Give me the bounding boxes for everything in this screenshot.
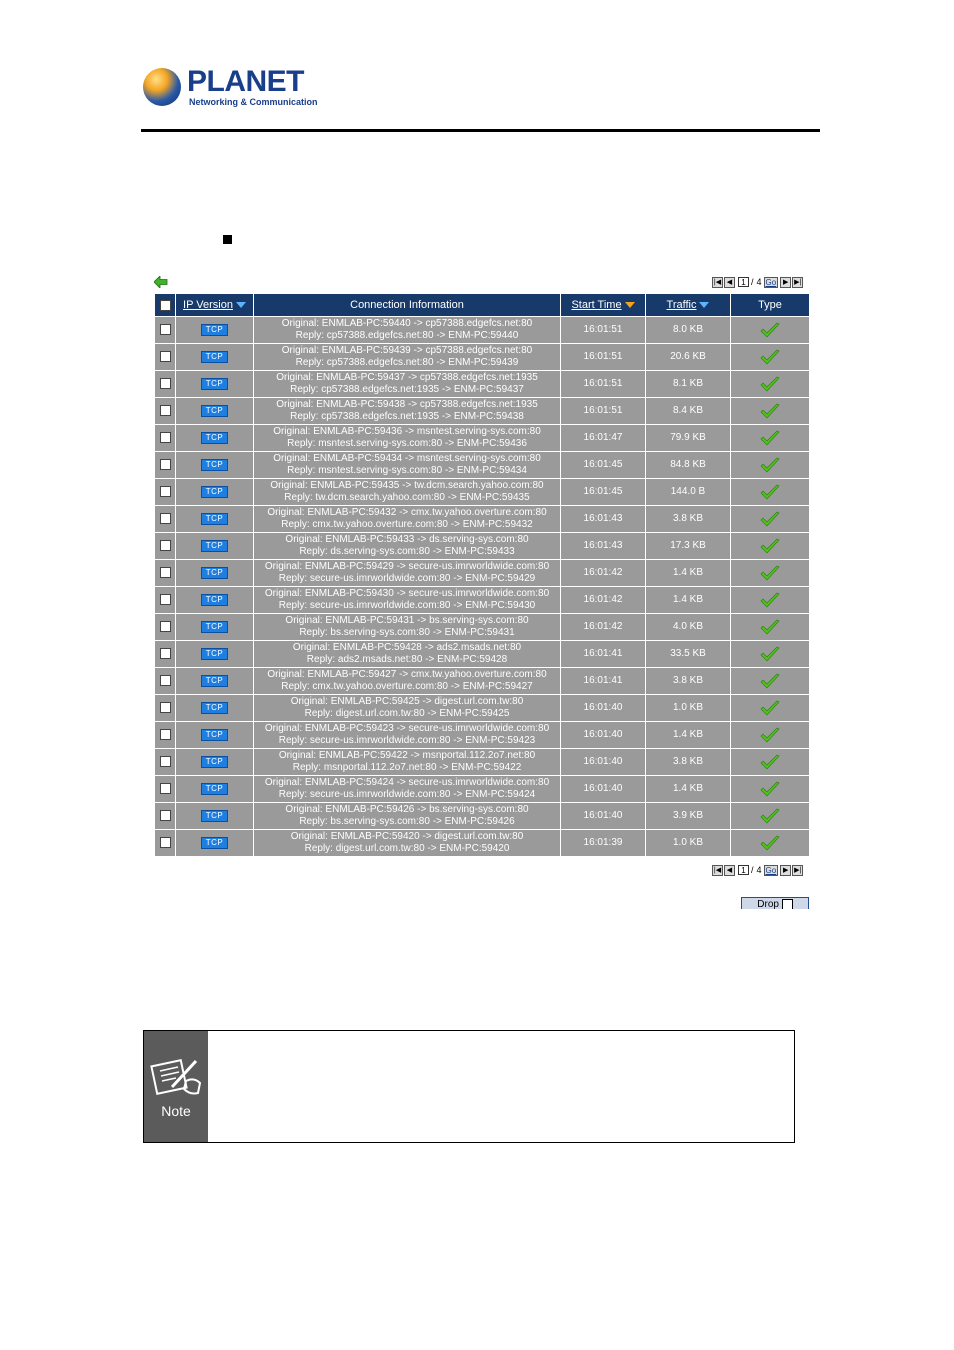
reply-connection: Reply: msntest.serving-sys.com:80 -> ENM-PC:59436 — [287, 438, 527, 449]
type-cell — [731, 506, 810, 533]
checkmark-icon — [760, 673, 780, 689]
table-row — [155, 776, 810, 803]
checkmark-icon — [760, 565, 780, 581]
tcp-badge: TCP — [201, 486, 229, 498]
connection-info-cell — [254, 479, 561, 506]
checkmark-icon — [760, 538, 780, 554]
ip-version-cell — [176, 452, 254, 479]
tcp-badge: TCP — [201, 351, 229, 363]
reply-connection: Reply: msntest.serving-sys.com:80 -> ENM-PC:59434 — [287, 465, 527, 476]
brand-name: PLANET — [187, 65, 304, 98]
reply-connection: Reply: ds.serving-sys.com:80 -> ENM-PC:59433 — [299, 546, 515, 557]
original-connection: Original: ENMLAB-PC:59438 -> cp57388.edgefcs.net:1935 — [276, 399, 538, 410]
ip-version-cell — [176, 695, 254, 722]
row-select-cell — [155, 830, 176, 857]
row-checkbox[interactable] — [160, 405, 171, 416]
start-time-cell: 16:01:43 — [561, 533, 646, 560]
start-time-cell: 16:01:51 — [561, 317, 646, 344]
original-connection: Original: ENMLAB-PC:59423 -> secure-us.imrworldwide.com:80 — [264, 723, 550, 734]
row-select-cell — [155, 533, 176, 560]
traffic-cell: 144.0 B — [646, 479, 731, 506]
connection-info-cell — [254, 641, 561, 668]
column-connection-info: Connection Information — [254, 294, 561, 317]
type-cell — [731, 560, 810, 587]
checkmark-icon — [760, 592, 780, 608]
row-checkbox[interactable] — [160, 378, 171, 389]
reply-connection: Reply: cp57388.edgefcs.net:1935 -> ENM-PC:59438 — [290, 411, 524, 422]
row-checkbox[interactable] — [160, 837, 171, 848]
checkmark-icon — [760, 484, 780, 500]
start-time-cell: 16:01:51 — [561, 371, 646, 398]
column-ip-version[interactable] — [176, 294, 254, 317]
tcp-badge: TCP — [201, 405, 229, 417]
start-time-cell: 16:01:40 — [561, 722, 646, 749]
original-connection: Original: ENMLAB-PC:59420 -> digest.url.com.tw:80 — [290, 831, 524, 842]
next-page-icon[interactable]: ▶ — [780, 277, 791, 288]
checkmark-icon — [760, 322, 780, 338]
reply-connection: Reply: secure-us.imrworldwide.com:80 -> ENM-PC:59424 — [278, 789, 536, 800]
checkmark-box-icon — [782, 899, 793, 909]
column-traffic[interactable] — [646, 294, 731, 317]
type-cell — [731, 722, 810, 749]
reply-connection: Reply: cmx.tw.yahoo.overture.com:80 -> ENM-PC:59427 — [281, 681, 533, 692]
reply-connection: Reply: secure-us.imrworldwide.com:80 -> ENM-PC:59423 — [278, 735, 536, 746]
connection-info-cell — [254, 506, 561, 533]
start-time-cell: 16:01:42 — [561, 587, 646, 614]
planet-logo — [143, 65, 318, 112]
checkmark-icon — [760, 808, 780, 824]
row-select-cell — [155, 398, 176, 425]
table-row — [155, 641, 810, 668]
reply-connection: Reply: cp57388.edgefcs.net:1935 -> ENM-PC:59437 — [290, 384, 524, 395]
reply-connection: Reply: cmx.tw.yahoo.overture.com:80 -> ENM-PC:59432 — [281, 519, 533, 530]
row-checkbox[interactable] — [160, 675, 171, 686]
original-connection: Original: ENMLAB-PC:59435 -> tw.dcm.search.yahoo.com:80 — [270, 480, 544, 491]
row-checkbox[interactable] — [160, 567, 171, 578]
row-select-cell — [155, 479, 176, 506]
header-divider — [141, 129, 820, 132]
traffic-cell: 33.5 KB — [646, 641, 731, 668]
table-row — [155, 668, 810, 695]
back-arrow-icon[interactable] — [154, 276, 168, 288]
original-connection: Original: ENMLAB-PC:59434 -> msntest.serving-sys.com:80 — [273, 453, 541, 464]
connection-info-cell — [254, 749, 561, 776]
type-cell — [731, 371, 810, 398]
row-select-cell — [155, 641, 176, 668]
row-select-cell — [155, 803, 176, 830]
drop-button[interactable] — [741, 897, 809, 909]
table-row — [155, 344, 810, 371]
row-checkbox[interactable] — [160, 486, 171, 497]
tcp-badge: TCP — [201, 702, 229, 714]
tcp-badge: TCP — [201, 783, 229, 795]
start-time-cell: 16:01:40 — [561, 776, 646, 803]
row-checkbox[interactable] — [160, 594, 171, 605]
type-cell — [731, 803, 810, 830]
pager-bottom — [712, 864, 804, 876]
sort-active-icon — [625, 302, 635, 308]
table-row — [155, 479, 810, 506]
traffic-cell: 4.0 KB — [646, 614, 731, 641]
original-connection: Original: ENMLAB-PC:59427 -> cmx.tw.yahoo.overture.com:80 — [267, 669, 547, 680]
column-type: Type — [731, 294, 810, 317]
row-checkbox[interactable] — [160, 648, 171, 659]
row-checkbox[interactable] — [160, 324, 171, 335]
checkmark-icon — [760, 781, 780, 797]
type-cell — [731, 479, 810, 506]
connection-info-cell — [254, 776, 561, 803]
ip-version-cell — [176, 749, 254, 776]
type-cell — [731, 425, 810, 452]
original-connection: Original: ENMLAB-PC:59424 -> secure-us.imrworldwide.com:80 — [264, 777, 550, 788]
brand-tagline: Networking & Communication — [189, 97, 318, 107]
ip-version-cell — [176, 722, 254, 749]
original-connection: Original: ENMLAB-PC:59433 -> ds.serving-sys.com:80 — [285, 534, 529, 545]
row-select-cell — [155, 668, 176, 695]
column-start-time[interactable] — [561, 294, 646, 317]
tcp-badge: TCP — [201, 459, 229, 471]
traffic-cell: 84.8 KB — [646, 452, 731, 479]
traffic-cell: 1.4 KB — [646, 587, 731, 614]
reply-connection: Reply: tw.dcm.search.yahoo.com:80 -> ENM-PC:59435 — [284, 492, 530, 503]
row-select-cell — [155, 614, 176, 641]
connection-info-cell — [254, 398, 561, 425]
start-time-cell: 16:01:40 — [561, 749, 646, 776]
ip-version-cell — [176, 776, 254, 803]
start-time-cell: 16:01:51 — [561, 398, 646, 425]
traffic-cell: 79.9 KB — [646, 425, 731, 452]
row-checkbox[interactable] — [160, 810, 171, 821]
tcp-badge: TCP — [201, 729, 229, 741]
row-checkbox[interactable] — [160, 351, 171, 362]
ip-version-cell — [176, 317, 254, 344]
table-row — [155, 506, 810, 533]
reply-connection: Reply: cp57388.edgefcs.net:80 -> ENM-PC:59440 — [295, 330, 519, 341]
table-row — [155, 695, 810, 722]
table-row — [155, 398, 810, 425]
checkmark-icon — [760, 457, 780, 473]
table-header-row — [155, 294, 810, 317]
select-all-header — [155, 294, 176, 317]
start-time-cell: 16:01:51 — [561, 344, 646, 371]
traffic-cell: 3.8 KB — [646, 506, 731, 533]
table-row — [155, 830, 810, 857]
traffic-cell: 1.0 KB — [646, 695, 731, 722]
traffic-cell: 1.4 KB — [646, 722, 731, 749]
type-cell — [731, 641, 810, 668]
original-connection: Original: ENMLAB-PC:59428 -> ads2.msads.net:80 — [292, 642, 522, 653]
row-select-cell — [155, 749, 176, 776]
table-row — [155, 803, 810, 830]
drop-button-label: Drop — [757, 899, 779, 909]
note-pencil-icon — [150, 1055, 204, 1099]
ip-version-cell — [176, 803, 254, 830]
start-time-cell: 16:01:42 — [561, 614, 646, 641]
table-row — [155, 533, 810, 560]
note-box — [143, 1030, 795, 1143]
reply-connection: Reply: msnportal.112.2o7.net:80 -> ENM-PC:59422 — [292, 762, 522, 773]
reply-connection: Reply: cp57388.edgefcs.net:80 -> ENM-PC:59439 — [295, 357, 519, 368]
traffic-cell: 17.3 KB — [646, 533, 731, 560]
table-row — [155, 560, 810, 587]
table-row — [155, 452, 810, 479]
original-connection: Original: ENMLAB-PC:59422 -> msnportal.112.2o7.net:80 — [278, 750, 536, 761]
page-total: 4 — [756, 865, 762, 875]
row-checkbox[interactable] — [160, 540, 171, 551]
connection-info-cell — [254, 803, 561, 830]
reply-connection: Reply: bs.serving-sys.com:80 -> ENM-PC:59431 — [299, 627, 515, 638]
page-separator: / — [751, 277, 754, 287]
go-button[interactable]: Go — [765, 277, 777, 287]
ip-version-cell — [176, 668, 254, 695]
reply-connection: Reply: secure-us.imrworldwide.com:80 -> ENM-PC:59430 — [278, 600, 536, 611]
start-time-cell: 16:01:42 — [561, 560, 646, 587]
checkmark-icon — [760, 700, 780, 716]
row-select-cell — [155, 722, 176, 749]
traffic-sort-link[interactable]: Traffic — [666, 299, 697, 311]
traffic-cell: 1.0 KB — [646, 830, 731, 857]
table-row — [155, 371, 810, 398]
ip-version-cell — [176, 398, 254, 425]
original-connection: Original: ENMLAB-PC:59437 -> cp57388.edgefcs.net:1935 — [276, 372, 538, 383]
original-connection: Original: ENMLAB-PC:59432 -> cmx.tw.yahoo.overture.com:80 — [267, 507, 547, 518]
start-time-cell: 16:01:40 — [561, 803, 646, 830]
reply-connection: Reply: digest.url.com.tw:80 -> ENM-PC:59420 — [304, 843, 510, 854]
row-checkbox[interactable] — [160, 432, 171, 443]
sort-down-icon — [699, 302, 709, 308]
checkmark-icon — [760, 646, 780, 662]
original-connection: Original: ENMLAB-PC:59436 -> msntest.serving-sys.com:80 — [273, 426, 541, 437]
table-row — [155, 425, 810, 452]
checkmark-icon — [760, 376, 780, 392]
type-cell — [731, 776, 810, 803]
note-label: Note — [161, 1103, 191, 1119]
row-select-cell — [155, 695, 176, 722]
ip-version-cell — [176, 560, 254, 587]
checkmark-icon — [760, 727, 780, 743]
tcp-badge: TCP — [201, 810, 229, 822]
checkmark-icon — [760, 835, 780, 851]
first-page-icon[interactable]: |◀ — [713, 866, 722, 874]
traffic-cell: 3.8 KB — [646, 668, 731, 695]
ip-version-cell — [176, 614, 254, 641]
ip-version-cell — [176, 506, 254, 533]
traffic-cell: 8.1 KB — [646, 371, 731, 398]
tcp-badge: TCP — [201, 837, 229, 849]
traffic-cell: 1.4 KB — [646, 560, 731, 587]
type-cell — [731, 533, 810, 560]
start-time-cell: 16:01:45 — [561, 452, 646, 479]
prev-page-icon[interactable]: ◀ — [724, 277, 735, 288]
next-page-icon[interactable]: ▶ — [780, 865, 791, 876]
connection-info-cell — [254, 587, 561, 614]
type-cell — [731, 614, 810, 641]
original-connection: Original: ENMLAB-PC:59430 -> secure-us.imrworldwide.com:80 — [264, 588, 550, 599]
ip-version-sort-link[interactable]: IP Version — [183, 299, 233, 311]
reply-connection: Reply: ads2.msads.net:80 -> ENM-PC:59428 — [306, 654, 508, 665]
last-page-icon[interactable]: ▶| — [794, 278, 802, 286]
row-checkbox[interactable] — [160, 783, 171, 794]
first-page-icon[interactable]: |◀ — [713, 278, 722, 286]
bullet-icon — [223, 235, 232, 244]
checkmark-icon — [760, 430, 780, 446]
row-checkbox[interactable] — [160, 621, 171, 632]
row-select-cell — [155, 560, 176, 587]
row-checkbox[interactable] — [160, 459, 171, 470]
original-connection: Original: ENMLAB-PC:59426 -> bs.serving-sys.com:80 — [285, 804, 529, 815]
ip-version-cell — [176, 371, 254, 398]
traffic-cell: 1.4 KB — [646, 776, 731, 803]
tcp-badge: TCP — [201, 324, 229, 336]
row-checkbox[interactable] — [160, 729, 171, 740]
type-cell — [731, 695, 810, 722]
type-cell — [731, 344, 810, 371]
table-row — [155, 317, 810, 344]
connection-info-cell — [254, 614, 561, 641]
connection-info-cell — [254, 344, 561, 371]
start-time-cell: 16:01:45 — [561, 479, 646, 506]
ip-version-cell — [176, 587, 254, 614]
traffic-cell: 3.8 KB — [646, 749, 731, 776]
tcp-badge: TCP — [201, 756, 229, 768]
tcp-badge: TCP — [201, 513, 229, 525]
go-button[interactable]: Go — [765, 865, 777, 875]
connection-info-cell — [254, 560, 561, 587]
original-connection: Original: ENMLAB-PC:59425 -> digest.url.com.tw:80 — [290, 696, 524, 707]
ip-version-cell — [176, 479, 254, 506]
tcp-badge: TCP — [201, 648, 229, 660]
table-row — [155, 614, 810, 641]
connection-table-body — [155, 317, 810, 857]
row-select-cell — [155, 317, 176, 344]
connection-table — [154, 293, 810, 857]
original-connection: Original: ENMLAB-PC:59440 -> cp57388.edgefcs.net:80 — [281, 318, 533, 329]
traffic-cell: 8.4 KB — [646, 398, 731, 425]
page-separator: / — [751, 865, 754, 875]
sort-down-icon — [236, 302, 246, 308]
connection-info-cell — [254, 722, 561, 749]
ip-version-cell — [176, 344, 254, 371]
checkmark-icon — [760, 349, 780, 365]
start-time-cell: 16:01:40 — [561, 695, 646, 722]
original-connection: Original: ENMLAB-PC:59439 -> cp57388.edgefcs.net:80 — [281, 345, 533, 356]
connection-info-cell — [254, 695, 561, 722]
original-connection: Original: ENMLAB-PC:59431 -> bs.serving-sys.com:80 — [285, 615, 529, 626]
globe-icon — [143, 68, 181, 106]
reply-connection: Reply: digest.url.com.tw:80 -> ENM-PC:59425 — [304, 708, 510, 719]
row-select-cell — [155, 344, 176, 371]
start-time-cell: 16:01:41 — [561, 668, 646, 695]
row-select-cell — [155, 776, 176, 803]
type-cell — [731, 398, 810, 425]
last-page-icon[interactable]: ▶| — [794, 866, 802, 874]
connection-info-cell — [254, 830, 561, 857]
start-time-cell: 16:01:39 — [561, 830, 646, 857]
original-connection: Original: ENMLAB-PC:59429 -> secure-us.imrworldwide.com:80 — [264, 561, 550, 572]
tcp-badge: TCP — [201, 594, 229, 606]
type-cell — [731, 668, 810, 695]
connection-info-cell — [254, 371, 561, 398]
pager-top — [712, 276, 804, 288]
tcp-badge: TCP — [201, 378, 229, 390]
row-select-cell — [155, 506, 176, 533]
traffic-cell: 20.6 KB — [646, 344, 731, 371]
prev-page-icon[interactable]: ◀ — [724, 865, 735, 876]
start-time-cell: 16:01:47 — [561, 425, 646, 452]
row-checkbox[interactable] — [160, 702, 171, 713]
select-all-checkbox[interactable] — [160, 300, 171, 311]
note-sidebar — [144, 1031, 208, 1142]
tcp-badge: TCP — [201, 621, 229, 633]
tcp-badge: TCP — [201, 675, 229, 687]
table-row — [155, 587, 810, 614]
tcp-badge: TCP — [201, 540, 229, 552]
table-row — [155, 722, 810, 749]
reply-connection: Reply: bs.serving-sys.com:80 -> ENM-PC:59426 — [299, 816, 515, 827]
reply-connection: Reply: secure-us.imrworldwide.com:80 -> ENM-PC:59429 — [278, 573, 536, 584]
type-cell — [731, 317, 810, 344]
row-select-cell — [155, 425, 176, 452]
checkmark-icon — [760, 403, 780, 419]
traffic-cell: 8.0 KB — [646, 317, 731, 344]
row-checkbox[interactable] — [160, 513, 171, 524]
type-cell — [731, 452, 810, 479]
ip-version-cell — [176, 533, 254, 560]
traffic-cell: 3.9 KB — [646, 803, 731, 830]
page-input[interactable]: 1 — [738, 277, 749, 287]
row-select-cell — [155, 371, 176, 398]
type-cell — [731, 587, 810, 614]
page-input[interactable]: 1 — [738, 865, 749, 875]
type-cell — [731, 830, 810, 857]
start-time-cell: 16:01:43 — [561, 506, 646, 533]
start-time-cell: 16:01:41 — [561, 641, 646, 668]
ip-version-cell — [176, 641, 254, 668]
row-select-cell — [155, 587, 176, 614]
checkmark-icon — [760, 619, 780, 635]
connection-info-cell — [254, 317, 561, 344]
ip-version-cell — [176, 830, 254, 857]
row-checkbox[interactable] — [160, 756, 171, 767]
tcp-badge: TCP — [201, 567, 229, 579]
table-row — [155, 749, 810, 776]
connection-info-cell — [254, 533, 561, 560]
connection-info-cell — [254, 668, 561, 695]
start-time-sort-link[interactable]: Start Time — [571, 299, 622, 311]
type-cell — [731, 749, 810, 776]
checkmark-icon — [760, 754, 780, 770]
tcp-badge: TCP — [201, 432, 229, 444]
connection-info-cell — [254, 425, 561, 452]
checkmark-icon — [760, 511, 780, 527]
connection-info-cell — [254, 452, 561, 479]
ip-version-cell — [176, 425, 254, 452]
page-total: 4 — [756, 277, 762, 287]
row-select-cell — [155, 452, 176, 479]
